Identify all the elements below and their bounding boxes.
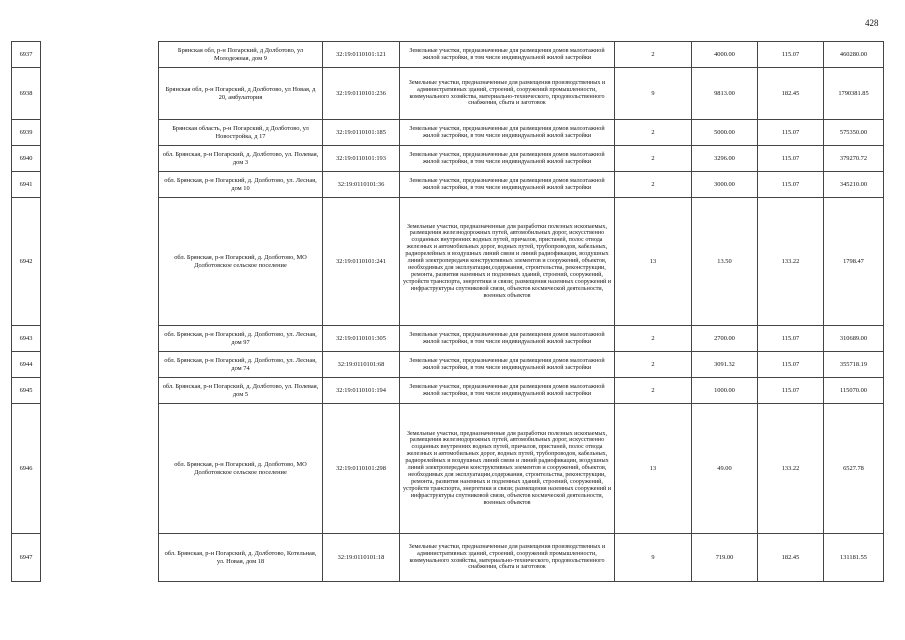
cell-gap [41, 198, 159, 326]
table-row [12, 120, 884, 146]
cell-cadastral-number: 32:19:0110101:185 [323, 120, 400, 146]
cell-row-number: 6938 [12, 68, 41, 120]
cell-area: 719.00 [692, 534, 758, 582]
cell-cadastral-value: 6527.78 [824, 404, 884, 534]
cell-cadastral-value: 115070.00 [824, 378, 884, 404]
cell-land-use-purpose: Земельные участки, предназначенные для разработки полезных ископаемых, размещения железнодорожных путей, автомобильных дорог, искусственно созданных внутренних водных путей, причалов, пристаней, полос отвода железных и автомобильных дорог, водных путей, трубопроводов, кабельных, радиорелейных и воздушных линий связи и линий радиофикации, воздушных линий электропередачи конструктивных элементов и сооружений, объектов, необходимых для эксплуатации,содержания, строительства, реконструкции, ремонта, развития наземных и подземных зданий, строений, сооружений, устройств транспорта, энергетики и связи; размещения наземных сооружений и инфраструктуры спутниковой связи, объектов космической деятельности, военных объектов [400, 404, 615, 534]
land-registry-table [11, 41, 884, 582]
cell-address: обл. Брянская, р-н Погарский, д. Долботово, МО Долботовское сельское поселение [159, 404, 323, 534]
table-row [12, 68, 884, 120]
cell-gap [41, 404, 159, 534]
cell-cadastral-number: 32:19:0110101:241 [323, 198, 400, 326]
cell-group: 2 [615, 172, 692, 198]
cell-area: 13.50 [692, 198, 758, 326]
cell-rate: 115.07 [758, 120, 824, 146]
cell-cadastral-value: 1790381.85 [824, 68, 884, 120]
cell-rate: 182.45 [758, 68, 824, 120]
cell-rate: 182.45 [758, 534, 824, 582]
cell-rate: 115.07 [758, 326, 824, 352]
table-row [12, 198, 884, 326]
cell-cadastral-number: 32:19:0110101:68 [323, 352, 400, 378]
cell-cadastral-number: 32:19:0110101:194 [323, 378, 400, 404]
table-row [12, 146, 884, 172]
cell-cadastral-value: 379270.72 [824, 146, 884, 172]
cell-rate: 115.07 [758, 172, 824, 198]
table-row [12, 352, 884, 378]
cell-row-number: 6947 [12, 534, 41, 582]
cell-address: обл. Брянская, р-н Погарский, д. Долботово, ул. Лесная, дом 97 [159, 326, 323, 352]
cell-cadastral-number: 32:19:0110101:121 [323, 42, 400, 68]
cell-address: Брянская область, р-н Погарский, д Долботово, ул Новостройка, д 17 [159, 120, 323, 146]
cell-group: 2 [615, 326, 692, 352]
cell-gap [41, 534, 159, 582]
cell-cadastral-value: 355718.19 [824, 352, 884, 378]
cell-gap [41, 172, 159, 198]
cell-row-number: 6942 [12, 198, 41, 326]
cell-group: 2 [615, 42, 692, 68]
cell-area: 5000.00 [692, 120, 758, 146]
cell-area: 49.00 [692, 404, 758, 534]
cell-address: обл. Брянская, р-н Погарский, д. Долботово, МО Долботовское сельское поселение [159, 198, 323, 326]
cell-cadastral-number: 32:19:0110101:36 [323, 172, 400, 198]
cell-cadastral-value: 131181.55 [824, 534, 884, 582]
cell-gap [41, 146, 159, 172]
cell-gap [41, 120, 159, 146]
cell-area: 3000.00 [692, 172, 758, 198]
page-number: 428 [865, 18, 879, 28]
cell-address: Брянская обл, р-н Погарский, д Долботово, ул Новая, д 20, амбулатория [159, 68, 323, 120]
cell-row-number: 6939 [12, 120, 41, 146]
cell-cadastral-value: 345210.00 [824, 172, 884, 198]
cell-group: 2 [615, 146, 692, 172]
cell-address: Брянская обл, р-н Погарский, д Долботово, ул Молодежная, дом 9 [159, 42, 323, 68]
cell-cadastral-number: 32:19:0110101:298 [323, 404, 400, 534]
cell-rate: 115.07 [758, 378, 824, 404]
cell-address: обл. Брянская, р-н Погарский, д. Долботово, ул. Лесная, дом 74 [159, 352, 323, 378]
cell-cadastral-value: 310689.00 [824, 326, 884, 352]
cell-gap [41, 68, 159, 120]
cell-gap [41, 326, 159, 352]
cell-row-number: 6944 [12, 352, 41, 378]
cell-land-use-purpose: Земельные участки, предназначенные для размещения домов малоэтажной жилой застройки, в том числе индивидуальной жилой застройки [400, 378, 615, 404]
cell-group: 13 [615, 404, 692, 534]
cell-address: обл. Брянская, р-н Погарский, д. Долботово, ул. Полевая, дом 3 [159, 146, 323, 172]
cell-rate: 133.22 [758, 198, 824, 326]
table-row [12, 172, 884, 198]
cell-cadastral-value: 460280.00 [824, 42, 884, 68]
cell-gap [41, 378, 159, 404]
cell-address: обл. Брянская, р-н Погарский, д. Долботово, ул. Лесная, дом 10 [159, 172, 323, 198]
cell-group: 2 [615, 378, 692, 404]
cell-cadastral-value: 575350.00 [824, 120, 884, 146]
table-row [12, 404, 884, 534]
table-body [12, 42, 884, 582]
table-row [12, 42, 884, 68]
cell-cadastral-number: 32:19:0110101:18 [323, 534, 400, 582]
cell-row-number: 6937 [12, 42, 41, 68]
cell-land-use-purpose: Земельные участки, предназначенные для размещения домов малоэтажной жилой застройки, в том числе индивидуальной жилой застройки [400, 326, 615, 352]
table-row [12, 326, 884, 352]
cell-gap [41, 42, 159, 68]
cell-area: 4000.00 [692, 42, 758, 68]
cell-land-use-purpose: Земельные участки, предназначенные для размещения домов малоэтажной жилой застройки, в том числе индивидуальной жилой застройки [400, 42, 615, 68]
cell-land-use-purpose: Земельные участки, предназначенные для размещения домов малоэтажной жилой застройки, в том числе индивидуальной жилой застройки [400, 172, 615, 198]
cell-address: обл. Брянская, р-н Погарский, д. Долботово, ул. Полевая, дом 5 [159, 378, 323, 404]
cell-cadastral-number: 32:19:0110101:193 [323, 146, 400, 172]
cell-land-use-purpose: Земельные участки, предназначенные для размещения домов малоэтажной жилой застройки, в том числе индивидуальной жилой застройки [400, 352, 615, 378]
cell-land-use-purpose: Земельные участки, предназначенные для размещения производственных и административных зданий, строений, сооружений промышленности, коммунального хозяйства, материально-технического, продовольственного снабжения, сбыта и заготовок [400, 68, 615, 120]
table-row [12, 534, 884, 582]
cell-gap [41, 352, 159, 378]
cell-land-use-purpose: Земельные участки, предназначенные для размещения домов малоэтажной жилой застройки, в том числе индивидуальной жилой застройки [400, 146, 615, 172]
cell-rate: 133.22 [758, 404, 824, 534]
cell-land-use-purpose: Земельные участки, предназначенные для размещения домов малоэтажной жилой застройки, в том числе индивидуальной жилой застройки [400, 120, 615, 146]
cell-group: 9 [615, 68, 692, 120]
cell-area: 9813.00 [692, 68, 758, 120]
cell-row-number: 6945 [12, 378, 41, 404]
cell-row-number: 6940 [12, 146, 41, 172]
cell-group: 2 [615, 352, 692, 378]
cell-rate: 115.07 [758, 146, 824, 172]
cell-area: 1000.00 [692, 378, 758, 404]
cell-area: 2700.00 [692, 326, 758, 352]
cell-land-use-purpose: Земельные участки, предназначенные для разработки полезных ископаемых, размещения железнодорожных путей, автомобильных дорог, искусственно созданных внутренних водных путей, причалов, пристаней, полос отвода железных и автомобильных дорог, водных путей, трубопроводов, кабельных, радиорелейных и воздушных линий связи и линий радиофикации, воздушных линий электропередачи конструктивных элементов и сооружений, объектов, необходимых для эксплуатации,содержания, строительства, реконструкции, ремонта, развития наземных и подземных зданий, строений, сооружений, устройств транспорта, энергетики и связи; размещения наземных сооружений и инфраструктуры спутниковой связи, объектов космической деятельности, военных объектов [400, 198, 615, 326]
cell-area: 3091.32 [692, 352, 758, 378]
cell-group: 9 [615, 534, 692, 582]
cell-row-number: 6941 [12, 172, 41, 198]
cell-land-use-purpose: Земельные участки, предназначенные для размещения производственных и административных зданий, строений, сооружений промышленности, коммунального хозяйства, материально-технического, продовольственного снабжения, сбыта и заготовок [400, 534, 615, 582]
cell-group: 2 [615, 120, 692, 146]
cell-address: обл. Брянская, р-н Погарский, д. Долботово, Котельная, ул. Новая, дом 18 [159, 534, 323, 582]
cell-row-number: 6946 [12, 404, 41, 534]
cell-rate: 115.07 [758, 42, 824, 68]
cell-cadastral-number: 32:19:0110101:305 [323, 326, 400, 352]
cell-area: 3296.00 [692, 146, 758, 172]
cell-row-number: 6943 [12, 326, 41, 352]
cell-rate: 115.07 [758, 352, 824, 378]
table-row [12, 378, 884, 404]
cell-cadastral-value: 1798.47 [824, 198, 884, 326]
cell-group: 13 [615, 198, 692, 326]
cell-cadastral-number: 32:19:0110101:236 [323, 68, 400, 120]
